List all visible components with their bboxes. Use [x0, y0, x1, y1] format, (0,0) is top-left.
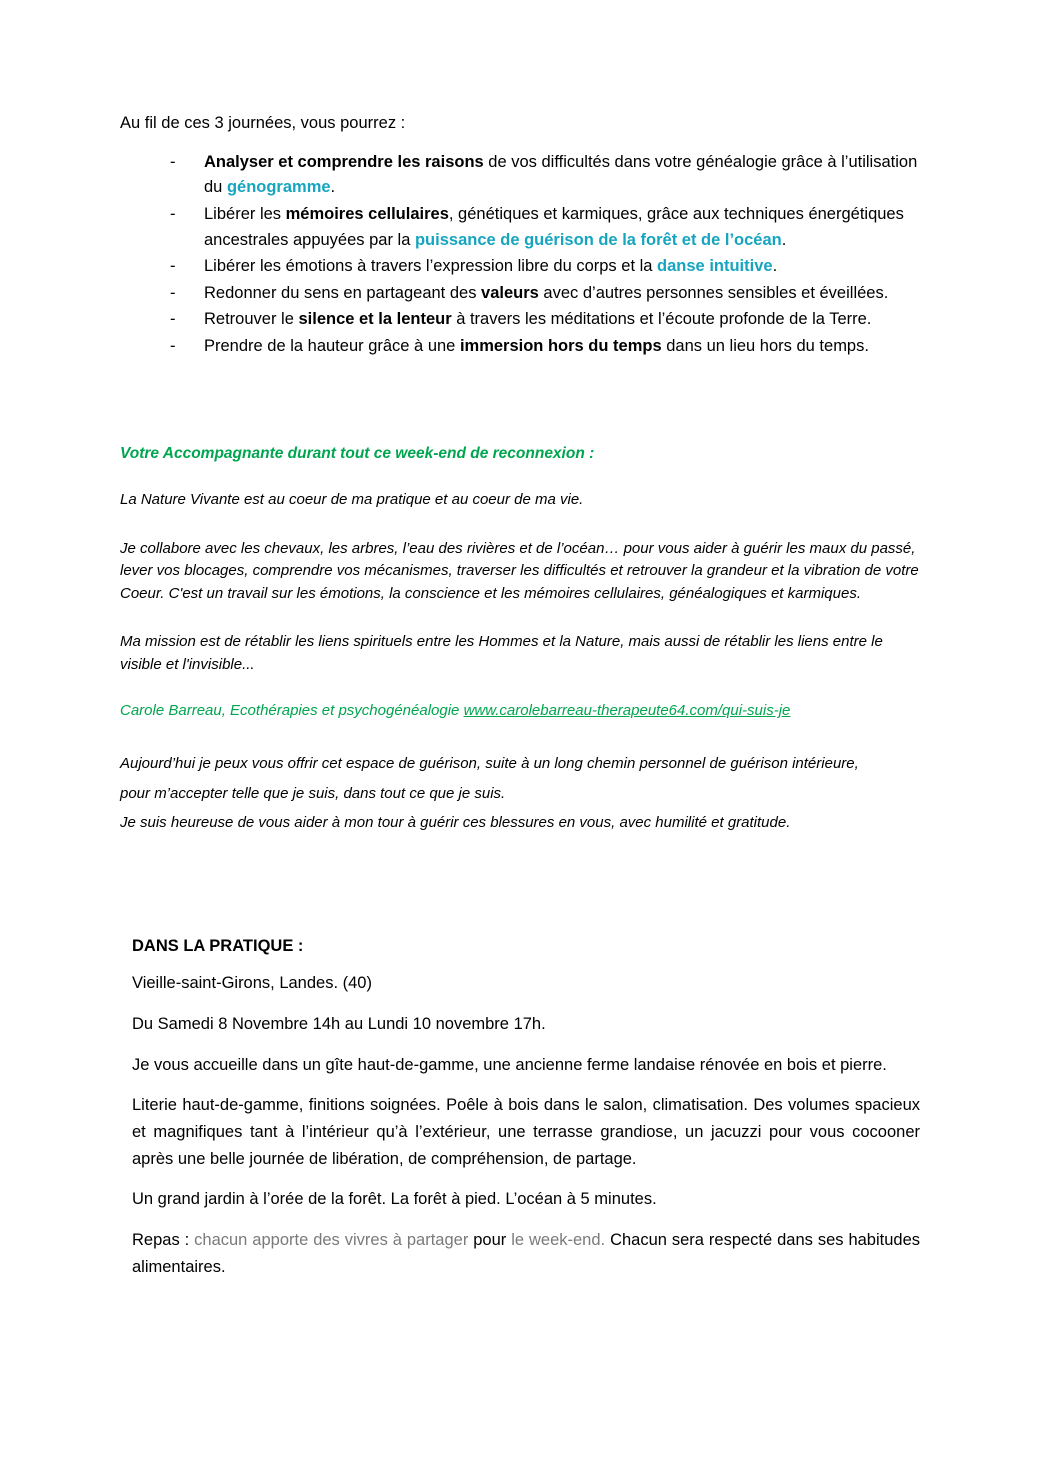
bullet-text-part: , génétiques et karmiques, grâce aux techniques énergétiques ancestrales appuyées par la: [204, 205, 904, 249]
practice-dates: Du Samedi 8 Novembre 14h au Lundi 10 novembre 17h.: [132, 1014, 546, 1033]
practice-section: [132, 970, 920, 1280]
signature-name: Carole Barreau, Ecothérapies et psychogénéalogie: [120, 702, 464, 720]
closing-block: [120, 749, 920, 837]
bullet-text-part: immersion hors du temps: [459, 336, 662, 355]
bullet-text-highlight: danse intuitive: [657, 257, 773, 276]
bullet-text-highlight: génogramme: [226, 178, 331, 197]
bullet-dash: -: [170, 283, 176, 302]
bullet-text-part: Libérer les: [204, 205, 286, 224]
bullet-text-part: de vos difficultés dans votre généalogie grâce à l’utilisation du: [204, 152, 918, 197]
practice-location: Vieille-saint-Girons, Landes. (40): [132, 974, 372, 993]
repas-part: chacun apporte des vivres à partager: [194, 1231, 474, 1250]
closing-line-1: Aujourd’hui je peux vous offrir cet espace de guérison, suite à un long chemin personnel de guérison intérieure,: [120, 755, 859, 773]
website-link[interactable]: www.carolebarreau-therapeute64.com/qui-suis-je: [463, 702, 791, 720]
practice-title-text: DANS LA PRATIQUE: [132, 937, 294, 956]
bullet-dash: -: [170, 310, 176, 329]
accompagnante-heading: Votre Accompagnante durant tout ce week-end de reconnexion :: [120, 445, 595, 463]
practice-repas: [132, 1227, 920, 1280]
bullet-text-part: dans un lieu hors du temps.: [661, 336, 869, 355]
signature-line: [120, 702, 920, 719]
practice-gite: Je vous accueille dans un gîte haut-de-gamme, une ancienne ferme landaise rénovée en bois et pierre.: [132, 1055, 887, 1074]
closing-line-2: pour m’accepter telle que je suis, dans tout ce que je suis.: [120, 784, 506, 802]
list-item: [156, 202, 920, 253]
accompagnante-paragraph-2: Je collabore avec les chevaux, les arbres, l’eau des rivières et de l’océan… pour vous aider à guérir les maux du passé, lever vos blocages, comprendre vos mécanismes, traverser les difficultés et retrouver la grandeur et la vibration de votre Coeur. C'est un travail sur les émotions, la conscience et les mémoires cellulaires, généalogiques et karmiques.: [120, 539, 919, 602]
repas-part: Chacun sera respecté dans ses habitudes alimentaires.: [132, 1231, 921, 1276]
practice-title-suffix: :: [293, 937, 304, 956]
bullet-text-part: mémoires cellulaires: [285, 205, 449, 224]
bullet-text-part: Redonner du sens en partageant des: [204, 283, 482, 302]
benefits-list: [120, 150, 920, 360]
bullet-text-part: .: [772, 257, 778, 276]
bullet-text-highlight: puissance de guérison de la forêt et de l’océan: [414, 230, 782, 249]
list-item: [156, 254, 920, 280]
bullet-text-part: avec d’autres personnes sensibles et éveillées.: [538, 283, 889, 302]
bullet-text-part: valeurs: [481, 283, 539, 302]
bullet-text-part: Retrouver le: [204, 310, 299, 329]
practice-literie: Literie haut-de-gamme, finitions soignées. Poêle à bois dans le salon, climatisation. Des volumes spacieux et magnifiques tant à l’intérieur qu’à l’extérieur, une terrasse grandiose, un jacuzzi pour vous cocooner après une belle journée de libération, de compréhension, de partage.: [132, 1096, 920, 1168]
list-item: [156, 307, 920, 333]
bullet-text-part: silence et la lenteur: [298, 310, 452, 329]
bullet-dash: -: [170, 205, 176, 224]
practice-jardin: Un grand jardin à l’orée de la forêt. La forêt à pied. L’océan à 5 minutes.: [132, 1190, 657, 1209]
list-item: [156, 281, 920, 307]
list-item: [156, 334, 920, 360]
closing-line-3: Je suis heureuse de vous aider à mon tour à guérir ces blessures en vous, avec humilité et gratitude.: [120, 813, 791, 831]
repas-label: Repas :: [132, 1231, 195, 1250]
bullet-dash: -: [170, 336, 176, 355]
accompagnante-paragraph-3: Ma mission est de rétablir les liens spirituels entre les Hommes et la Nature, mais aussi de rétablir les liens entre le visible et l'invisible...: [120, 633, 883, 673]
bullet-dash: -: [170, 152, 176, 171]
bullet-dash: -: [170, 257, 176, 276]
list-item: [156, 150, 920, 201]
bullet-text-part: Prendre de la hauteur grâce à une: [204, 336, 460, 355]
bullet-text-part: .: [330, 178, 336, 197]
bullet-text-part: Libérer les émotions à travers l’expression libre du corps et la: [204, 257, 658, 276]
practice-section-title: [132, 937, 920, 956]
bullet-text-part: à travers les méditations et l’écoute profonde de la Terre.: [451, 310, 872, 329]
repas-part: le week-end.: [511, 1231, 611, 1250]
bullet-text-part: .: [781, 230, 787, 249]
accompagnante-paragraph-1: La Nature Vivante est au coeur de ma pratique et au coeur de ma vie.: [120, 491, 584, 509]
intro-paragraph: Au fil de ces 3 journées, vous pourrez :: [120, 114, 406, 132]
repas-part: pour: [473, 1231, 512, 1250]
bullet-text-part: Analyser et comprendre les raisons: [204, 152, 484, 171]
